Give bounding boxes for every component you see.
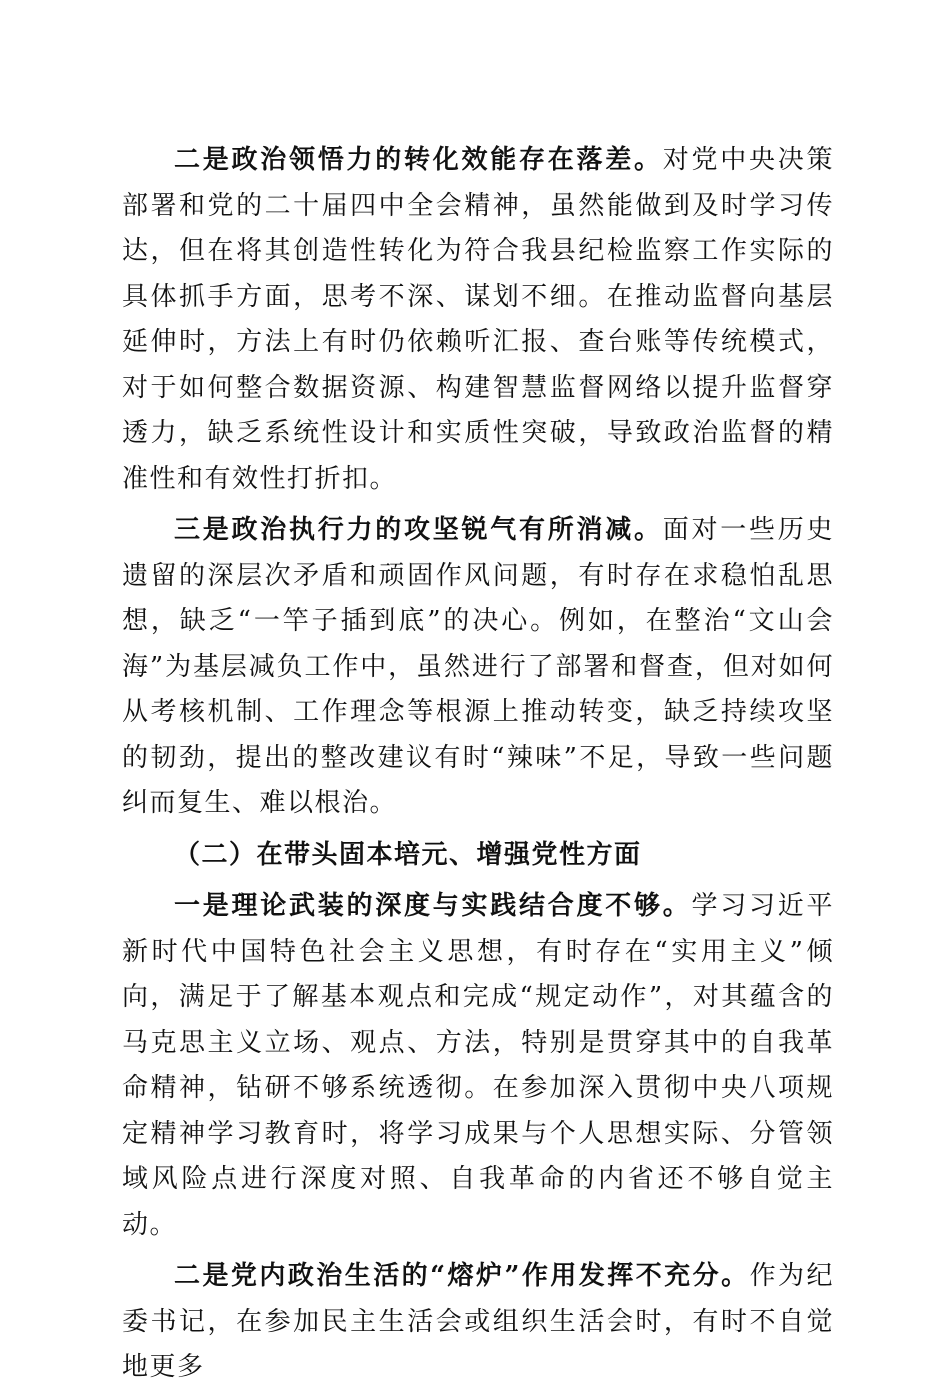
paragraph-text: 作为纪委书记，在参加民主生活会或组织生活会时，有时不自觉地更多 bbox=[122, 1261, 834, 1382]
paragraph-text: 对党中央决策部署和党的二十届四中全会精神，虽然能做到及时学习传达，但在将其创造性转化为符合我县纪检监察工作实际的具体抓手方面，思考不深、谋划不细。在推动监督向基层延伸时，方法上有时仍依赖听汇报、查台账等传统模式，对于如何整合数据资源、构建智慧监督网络以提升监督穿透力，缺乏系统性设计和实质性突破，导致政治监督的精准性和有效性打折扣。 bbox=[122, 145, 834, 494]
paragraph-political-execution bbox=[122, 508, 834, 827]
paragraph-text: 学习习近平新时代中国特色社会主义思想，有时存在“实用主义”倾向，满足于了解基本观点和完成“规定动作”，对其蕴含的马克思主义立场、观点、方法，特别是贯穿其中的自我革命精神，钻研不够系统透彻。在参加深入贯彻中央八项规定精神学习教育时，将学习成果与个人思想实际、分管领域风险点进行深度对照、自我革命的内省还不够自觉主动。 bbox=[122, 891, 834, 1240]
document-body bbox=[122, 138, 834, 1391]
paragraph-lead: 三是政治执行力的攻坚锐气有所消减。 bbox=[174, 515, 663, 545]
section-heading: （二）在带头固本培元、增强党性方面 bbox=[174, 839, 642, 870]
paragraph-party-life bbox=[122, 1254, 834, 1391]
paragraph-theory-study bbox=[122, 884, 834, 1248]
paragraph-lead: 二是党内政治生活的“熔炉”作用发挥不充分。 bbox=[174, 1261, 750, 1291]
paragraph-political-understanding bbox=[122, 138, 834, 502]
paragraph-text: 面对一些历史遗留的深层次矛盾和顽固作风问题，有时存在求稳怕乱思想，缺乏“一竿子插到底”的决心。例如，在整治“文山会海”为基层减负工作中，虽然进行了部署和督查，但对如何从考核机制、工作理念等根源上推动转变，缺乏持续攻坚的韧劲，提出的整改建议有时“辣味”不足，导致一些问题纠而复生、难以根治。 bbox=[122, 515, 834, 818]
paragraph-lead: 二是政治领悟力的转化效能存在落差。 bbox=[174, 145, 663, 175]
paragraph-lead: 一是理论武装的深度与实践结合度不够。 bbox=[174, 891, 692, 921]
